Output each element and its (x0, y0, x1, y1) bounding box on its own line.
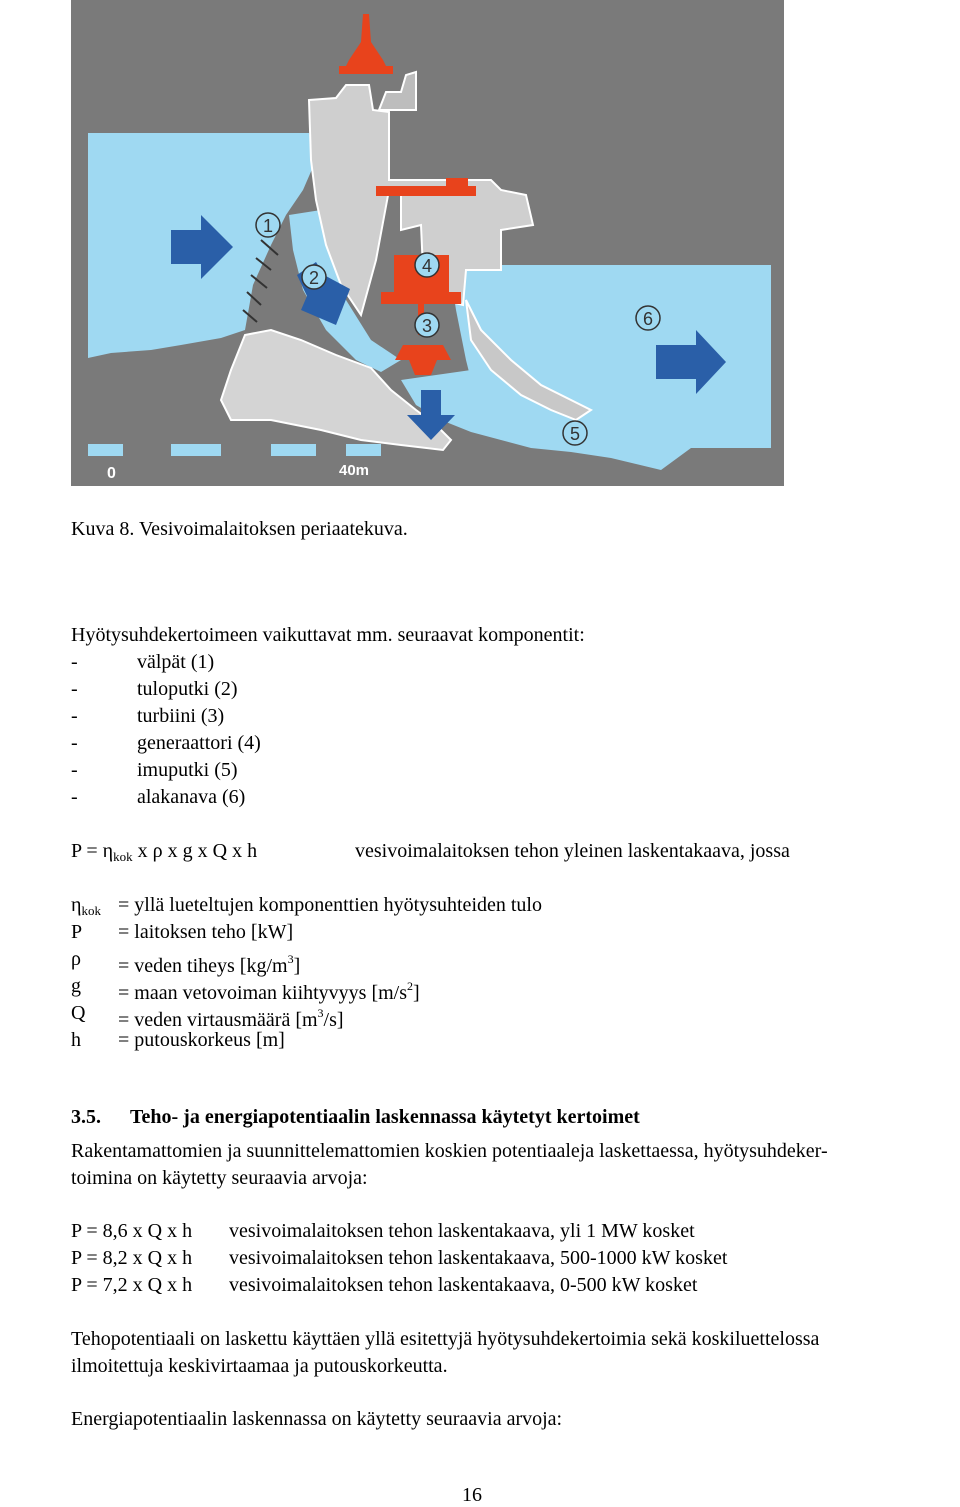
def-rho-symbol: ρ (71, 948, 81, 970)
scale-bar-4 (346, 444, 381, 456)
list-dash: - (71, 732, 78, 754)
list-item: tuloputki (2) (137, 678, 238, 700)
scale-bar-3 (271, 444, 316, 456)
paragraph-line: Rakentamattomien ja suunnittelemattomien koskien potentiaaleja laskettaessa, hyötysuhdeker- (71, 1140, 828, 1162)
section-title: Teho- ja energiapotentiaalin laskennassa käytetyt kertoimet (130, 1106, 640, 1128)
def-eta-symbol: $\eta_{kok}$ (71, 894, 101, 918)
svg-text:6: 6 (642, 309, 654, 329)
power-formula-description: vesivoimalaitoksen tehon yleinen laskentakaava, jossa (355, 840, 790, 862)
scale-bar-2 (171, 444, 221, 456)
svg-text:4: 4 (421, 256, 433, 276)
svg-text:1: 1 (262, 216, 274, 236)
intro-text: Hyötysuhdekertoimeen vaikuttavat mm. seuraavat komponentit: (71, 624, 585, 646)
callout-5 (563, 421, 587, 445)
formula-desc: vesivoimalaitoksen tehon laskentakaava, yli 1 MW kosket (229, 1220, 695, 1242)
svg-text:2: 2 (308, 268, 320, 288)
def-g: = maan vetovoiman kiihtyvyys $[m/s^2]$ (118, 979, 420, 1004)
def-h: = putouskorkeus [m] (118, 1029, 285, 1051)
callout-1 (256, 213, 280, 237)
hydropower-diagram (71, 0, 784, 486)
paragraph-line: Tehopotentiaali on laskettu käyttäen yllä esitettyjä hyötysuhdekertoimia sekä koskiluettelossa (71, 1328, 820, 1350)
list-dash: - (71, 786, 78, 808)
formula-expr: P = 7,2 x Q x h (71, 1274, 193, 1296)
scale-end: 40m (339, 462, 370, 479)
power-formula: $P = \eta_{kok}$ x ρ x g x Q x h (71, 840, 258, 864)
formula-expr: P = 8,6 x Q x h (71, 1220, 193, 1242)
list-item: imuputki (5) (137, 759, 238, 781)
figure-caption: Kuva 8. Vesivoimalaitoksen periaatekuva. (71, 518, 408, 540)
formula-desc: vesivoimalaitoksen tehon laskentakaava, 500-1000 kW kosket (229, 1247, 728, 1269)
turbine (395, 345, 451, 360)
def-h-symbol: h (71, 1029, 81, 1051)
list-item: generaattori (4) (137, 732, 261, 754)
list-dash: - (71, 651, 78, 673)
list-item: välpät (1) (137, 651, 215, 673)
callout-4 (415, 253, 439, 277)
crane-beam (339, 66, 393, 74)
def-P: = laitoksen teho [kW] (118, 921, 294, 943)
def-eta: = yllä lueteltujen komponenttien hyötysuhteiden tulo (118, 894, 542, 916)
page-number: 16 (462, 1484, 482, 1506)
list-dash: - (71, 705, 78, 727)
paragraph-line: ilmoitettuja keskivirtaamaa ja putouskorkeutta. (71, 1355, 448, 1377)
formula-desc: vesivoimalaitoksen tehon laskentakaava, 0-500 kW kosket (229, 1274, 698, 1296)
def-P-symbol: P (71, 921, 83, 943)
paragraph-line: toimina on käytetty seuraavia arvoja: (71, 1167, 368, 1189)
svg-text:3: 3 (421, 316, 433, 336)
callout-2 (302, 265, 326, 289)
callout-3 (415, 313, 439, 337)
list-item: turbiini (3) (137, 705, 225, 727)
list-item: alakanava (6) (137, 786, 246, 808)
def-rho: = veden tiheys $[kg/m^3]$ (118, 952, 301, 977)
list-dash: - (71, 678, 78, 700)
def-Q: = veden virtausmäärä $[m^3/s]$ (118, 1006, 344, 1031)
svg-text:5: 5 (569, 424, 581, 444)
list-dash: - (71, 759, 78, 781)
scale-start: 0 (107, 465, 116, 482)
section-number: 3.5. (71, 1106, 101, 1128)
def-g-symbol: g (71, 975, 81, 997)
callout-6 (636, 306, 660, 330)
crane-trolley (446, 178, 468, 188)
def-Q-symbol: Q (71, 1002, 86, 1024)
scale-bar-1 (88, 444, 123, 456)
formula-expr: P = 8,2 x Q x h (71, 1247, 193, 1269)
paragraph-line: Energiapotentiaalin laskennassa on käytetty seuraavia arvoja: (71, 1408, 563, 1430)
